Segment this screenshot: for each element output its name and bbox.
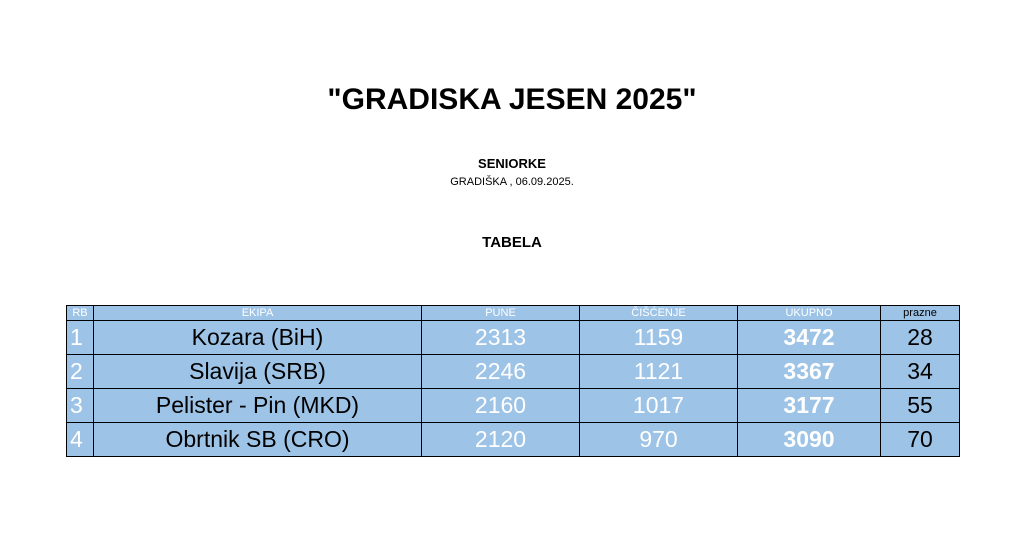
team-cell: Pelister - Pin (MKD)	[94, 389, 422, 423]
team-cell: Slavija (SRB)	[94, 355, 422, 389]
rank-cell: 4	[67, 423, 94, 457]
table-header-row	[67, 306, 960, 321]
column-header-pune: PUNE	[422, 306, 580, 321]
table-row	[67, 423, 960, 457]
section-title: TABELA	[482, 234, 542, 251]
location-date: GRADIŠKA , 06.09.2025.	[450, 176, 574, 188]
table-row	[67, 321, 960, 355]
ukupno-cell: 3367	[738, 355, 881, 389]
team-cell: Kozara (BiH)	[94, 321, 422, 355]
ciscenje-cell: 970	[580, 423, 738, 457]
results-table	[66, 305, 960, 457]
prazne-cell: 28	[881, 321, 960, 355]
pune-cell: 2120	[422, 423, 580, 457]
prazne-cell: 70	[881, 423, 960, 457]
column-header-ukupno: UKUPNO	[738, 306, 881, 321]
rank-cell: 1	[67, 321, 94, 355]
team-cell: Obrtnik SB (CRO)	[94, 423, 422, 457]
column-header-rb: RB	[67, 306, 94, 321]
prazne-cell: 34	[881, 355, 960, 389]
pune-cell: 2246	[422, 355, 580, 389]
prazne-cell: 55	[881, 389, 960, 423]
ukupno-cell: 3472	[738, 321, 881, 355]
ukupno-cell: 3177	[738, 389, 881, 423]
table-row	[67, 355, 960, 389]
ukupno-cell: 3090	[738, 423, 881, 457]
ciscenje-cell: 1017	[580, 389, 738, 423]
ciscenje-cell: 1121	[580, 355, 738, 389]
category-label: SENIORKE	[478, 156, 546, 171]
ciscenje-cell: 1159	[580, 321, 738, 355]
pune-cell: 2160	[422, 389, 580, 423]
column-header-ekipa: EKIPA	[94, 306, 422, 321]
pune-cell: 2313	[422, 321, 580, 355]
page-title: "GRADISKA JESEN 2025"	[327, 83, 697, 116]
table-row	[67, 389, 960, 423]
rank-cell: 3	[67, 389, 94, 423]
column-header-prazne: prazne	[881, 306, 960, 321]
column-header-ciscenje: ČIŠĆENJE	[580, 306, 738, 321]
rank-cell: 2	[67, 355, 94, 389]
